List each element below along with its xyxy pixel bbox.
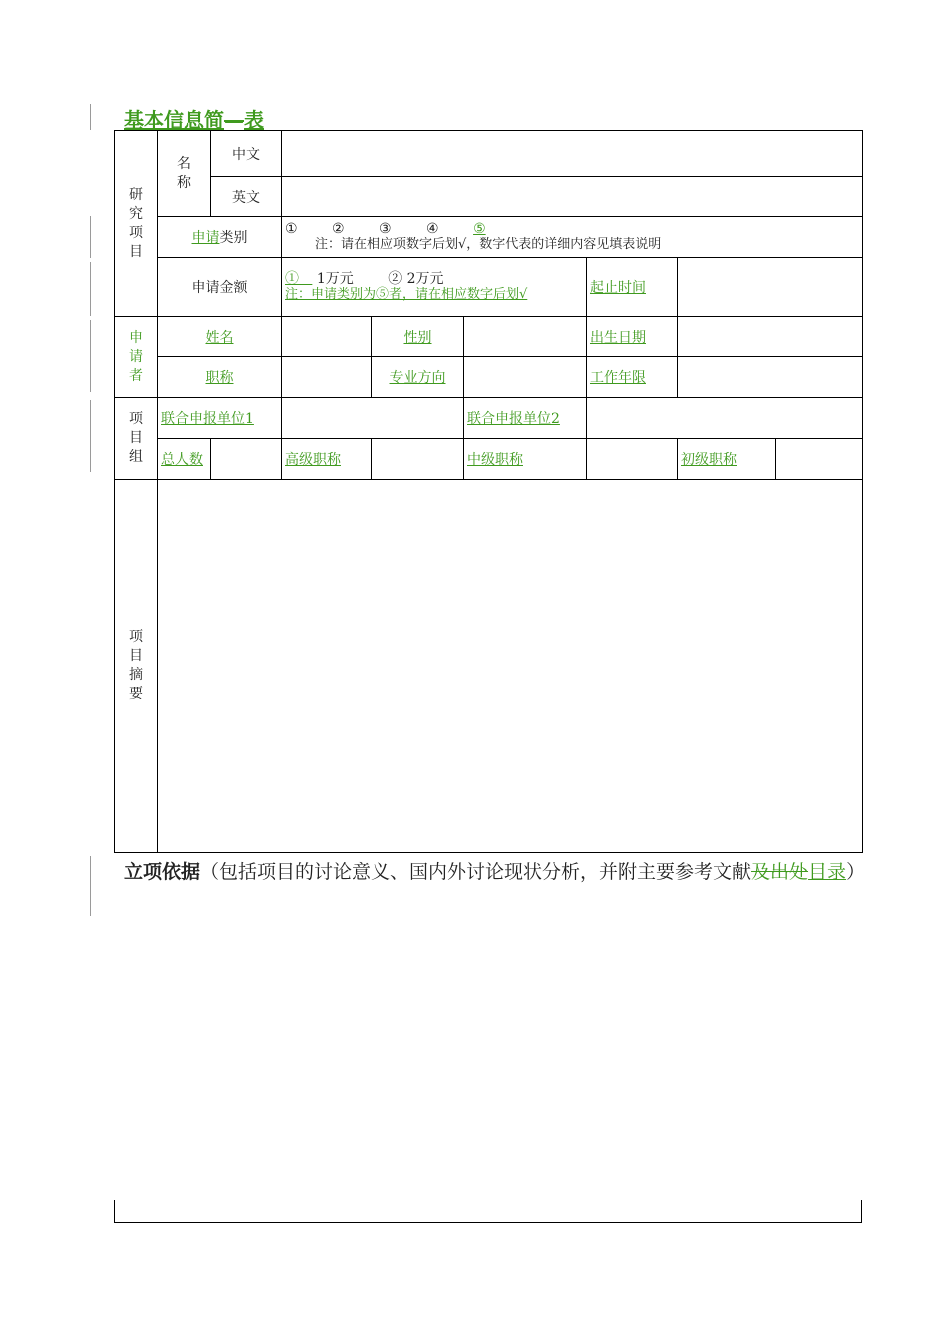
table-row xyxy=(115,258,863,317)
gender-field[interactable] xyxy=(464,317,587,357)
applicant-title-field[interactable] xyxy=(282,357,372,398)
change-bar xyxy=(90,856,91,916)
joint2-label: 联合申报单位2 xyxy=(467,411,560,427)
applicant-name-label-cell xyxy=(158,317,282,357)
title-dash: — xyxy=(224,108,244,132)
amount-options xyxy=(285,272,583,287)
cn-label-cell xyxy=(211,131,282,177)
section-research-project xyxy=(115,131,158,317)
title-suffix: 表 xyxy=(244,108,264,132)
table-row xyxy=(115,177,863,217)
major-label: 专业方向 xyxy=(389,370,446,386)
junior-label-cell xyxy=(678,439,776,480)
table-row xyxy=(115,439,863,480)
basis-deleted-text: 及出处 xyxy=(751,861,809,883)
project-basis-heading-line xyxy=(101,856,901,889)
middle-label-cell xyxy=(464,439,587,480)
category-options xyxy=(285,222,859,237)
amount-option-1[interactable]: ① xyxy=(285,271,299,287)
years-label-cell xyxy=(587,357,678,398)
total-label: 总人数 xyxy=(161,452,203,468)
title-prefix: 基本信息简 xyxy=(124,108,224,132)
abstract-field[interactable] xyxy=(158,480,863,853)
junior-label: 初级职称 xyxy=(681,452,737,468)
category-note: 注：请在相应项数字后划√，数字代表的详细内容见填表说明 xyxy=(315,237,662,252)
table-row xyxy=(115,217,863,258)
en-label: 英文 xyxy=(232,189,260,206)
section-abstract xyxy=(115,480,158,853)
amount-options-cell[interactable] xyxy=(282,258,587,317)
category-label-b: 类别 xyxy=(219,230,248,246)
en-name-field[interactable] xyxy=(282,177,863,217)
major-label-cell xyxy=(372,357,464,398)
period-field[interactable] xyxy=(678,258,863,317)
period-label: 起止时间 xyxy=(590,280,646,296)
middle-field[interactable] xyxy=(587,439,678,480)
category-option-3[interactable]: ③ xyxy=(379,221,392,237)
birth-label: 出生日期 xyxy=(590,329,646,346)
en-label-cell xyxy=(211,177,282,217)
change-bar xyxy=(90,262,91,316)
section-team xyxy=(115,398,158,480)
years-label: 工作年限 xyxy=(590,370,646,386)
category-option-2[interactable]: ② xyxy=(332,221,345,237)
amount-option-2[interactable]: ② 2万元 xyxy=(388,271,444,287)
senior-label: 高级职称 xyxy=(285,452,341,468)
amount-label: 申请金额 xyxy=(191,280,248,296)
amount-label-cell xyxy=(158,258,282,317)
basic-info-table xyxy=(114,130,863,853)
amount-option-1-space xyxy=(299,271,312,287)
basis-desc: （包括项目的讨论意义、国内外讨论现状分析，并附主要参考文献 xyxy=(200,861,752,883)
joint1-label: 联合申报单位1 xyxy=(161,411,254,427)
joint2-label-cell xyxy=(464,398,587,439)
table-row xyxy=(115,398,863,439)
table-row xyxy=(115,357,863,398)
basis-inserted-text: 目录 xyxy=(808,861,847,883)
table-row xyxy=(115,317,863,357)
applicant-title-label: 职称 xyxy=(205,370,234,386)
table-row xyxy=(115,480,863,853)
category-options-cell[interactable] xyxy=(282,217,863,258)
category-option-4[interactable]: ④ xyxy=(426,221,439,237)
gender-label-cell xyxy=(372,317,464,357)
basis-close: ） xyxy=(846,861,866,883)
section-label: 项目摘要 xyxy=(129,629,143,702)
total-label-cell xyxy=(158,439,211,480)
category-option-1[interactable]: ① xyxy=(285,221,298,237)
section-label: 申请者 xyxy=(129,329,143,384)
middle-label: 中级职称 xyxy=(467,452,523,468)
applicant-title-label-cell xyxy=(158,357,282,398)
name-label-cell xyxy=(158,131,211,217)
junior-field[interactable] xyxy=(776,439,863,480)
cn-label: 中文 xyxy=(232,146,260,163)
basis-heading: 立项依据 xyxy=(124,861,201,883)
gender-label: 性别 xyxy=(403,329,432,346)
joint1-field[interactable] xyxy=(282,398,464,439)
project-basis-section xyxy=(101,856,901,889)
years-field[interactable] xyxy=(678,357,863,398)
senior-label-cell xyxy=(282,439,372,480)
change-bar xyxy=(90,104,91,130)
major-field[interactable] xyxy=(464,357,587,398)
category-option-5[interactable]: ⑤ xyxy=(473,221,486,237)
amount-note: 注：申请类别为⑤者，请在相应数字后划√ xyxy=(285,287,528,302)
section-label: 项目组 xyxy=(129,411,143,465)
joint2-field[interactable] xyxy=(587,398,863,439)
applicant-name-label: 姓名 xyxy=(205,329,234,346)
change-bar xyxy=(90,216,91,258)
period-label-cell xyxy=(587,258,678,317)
name-label: 名称 xyxy=(177,155,191,191)
section-applicant xyxy=(115,317,158,398)
birth-field[interactable] xyxy=(678,317,863,357)
basis-content-box[interactable] xyxy=(114,1200,862,1223)
birth-label-cell xyxy=(587,317,678,357)
cn-name-field[interactable] xyxy=(282,131,863,177)
amount-option-1-text: 1万元 xyxy=(316,271,354,287)
category-label-cell xyxy=(158,217,282,258)
change-bar xyxy=(90,320,91,392)
section-label: 研究项目 xyxy=(129,186,143,260)
change-bar xyxy=(90,400,91,472)
total-field[interactable] xyxy=(211,439,282,480)
table-row xyxy=(115,131,863,177)
category-label-a: 申请 xyxy=(191,230,220,246)
senior-field[interactable] xyxy=(372,439,464,480)
joint1-label-cell xyxy=(158,398,282,439)
applicant-name-field[interactable] xyxy=(282,317,372,357)
form-title xyxy=(124,104,264,133)
